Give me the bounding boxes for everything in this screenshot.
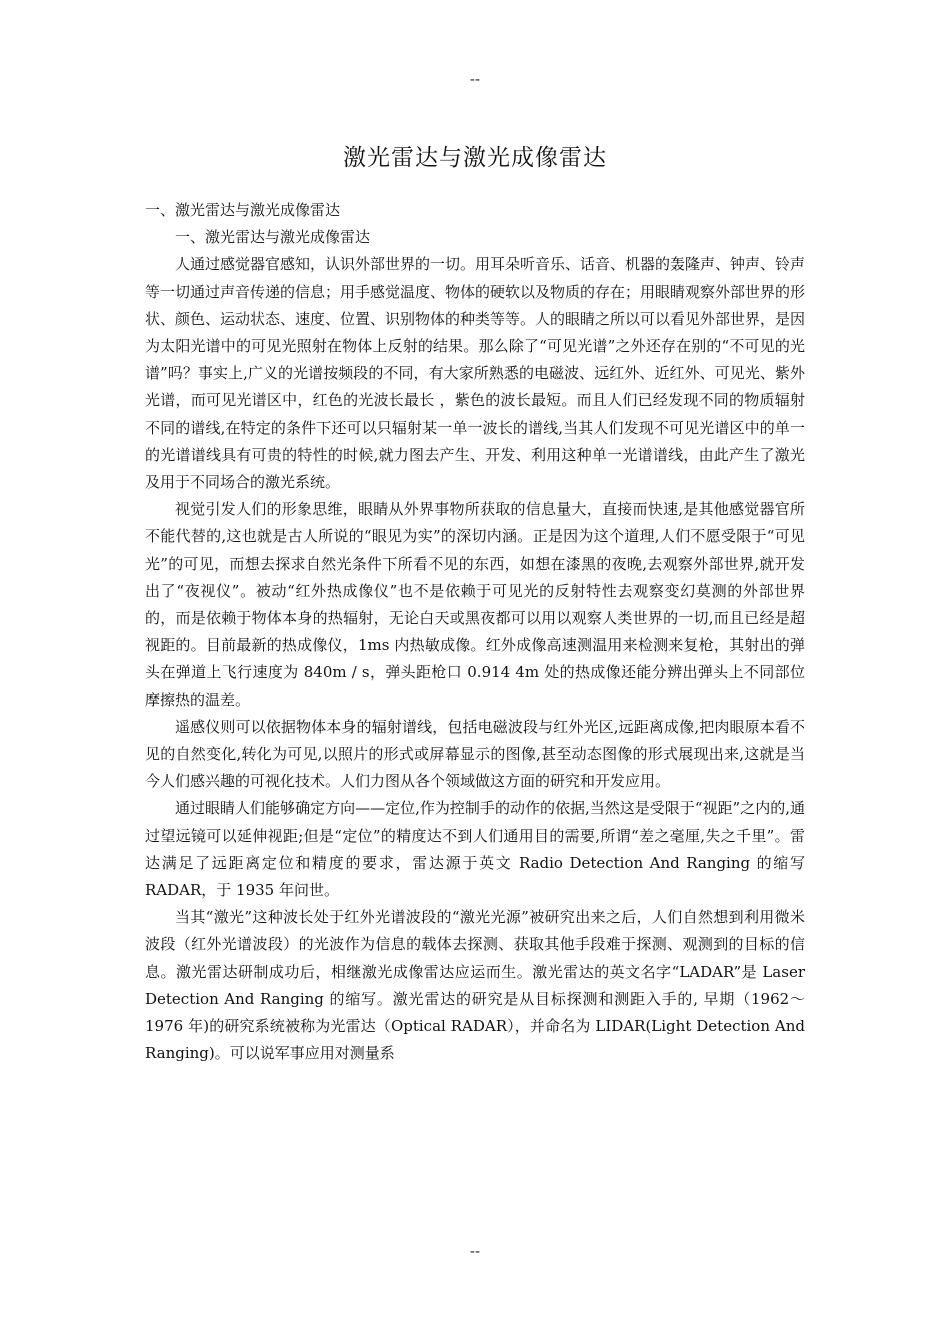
- paragraph-5: 当其“激光”这种波长处于红外光谱波段的“激光光源”被研究出来之后，人们自然想到利用微米波段（红外光谱波段）的光波作为信息的载体去探测、获取其他手段难于探测、观测到的目标的信息。激光雷达研制成功后，相继激光成像雷达应运而生。激光雷达的英文名字“LADAR”是 Laser Detection And Ranging 的缩写。激光雷达的研究是从目标探测和测距入手的, 早期（1962～1976 年)的研究系统被称为光雷达（Optical RADAR），并命名为 LIDAR(Light Detection And Ranging)。可以说军事应用对测量系: [145, 908, 805, 1063]
- paragraph-1: 人通过感觉器官感知，认识外部世界的一切。用耳朵听音乐、话音、机器的轰隆声、钟声、铃声等一切通过声音传递的信息；用手感觉温度、物体的硬软以及物质的存在；用眼睛观察外部世界的形状、颜色、运动状态、速度、位置、识别物体的种类等等。人的眼睛之所以可以看见外部世界，是因为太阳光谱中的可见光照射在物体上反射的结果。那么除了“可见光谱”之外还存在别的“不可见的光谱”吗？事实上,广义的光谱按频段的不同，有大家所熟悉的电磁波、远红外、近红外、可见光、紫外光谱，而可见光谱区中，红色的光波长最长 ，紫色的波长最短。而且人们已经发现不同的物质辐射不同的谱线,在特定的条件下还可以只辐射某一单一波长的谱线,当其人们发现不可见光谱区中的单一的光谱谱线具有可贵的特性的时候,就力图去产生、开发、利用这种单一光谱谱线，由此产生了激光及用于不同场合的激光系统。: [145, 255, 806, 492]
- paragraph-4: 通过眼睛人们能够确定方向——定位,作为控制手的动作的依据,当然这是受限于“视距”之内的,通过望远镜可以延伸视距;但是“定位”的精度达不到人们通用目的需要,所谓“差之毫厘,失之千里”。雷达满足了远距离定位和精度的要求，雷达源于英文 Radio Detection And Ranging 的缩写 RADAR，于 1935 年问世。: [145, 799, 805, 900]
- page-marker-bottom: --: [469, 1242, 481, 1260]
- section-heading-1: 一、激光雷达与激光成像雷达: [145, 201, 341, 219]
- page-marker-top: --: [469, 70, 481, 88]
- paragraph-2: 视觉引发人们的形象思维，眼睛从外界事物所获取的信息量大，直接而快速,是其他感觉器官所不能代替的,这也就是古人所说的“眼见为实”的深切内涵。正是因为这个道理,人们不愿受限于“可见光”的可见，而想去探求自然光条件下所看不见的东西，如想在漆黑的夜晚,去观察外部世界,就开发出了“夜视仪”。被动“红外热成像仪”也不是依赖于可见光的反射特性去观察变幻莫测的外部世界的，而是依赖于物体本身的热辐射，无论白天或黑夜都可以用以观察人类世界的一切,而且已经是超视距的。目前最新的热成像仪，1ms 内热敏成像。红外成像高速测温用来检测来复枪，其射出的弹头在弹道上飞行速度为 840m / s，弹头距枪口 0.914 4m 处的热成像还能分辨出弹头上不同部位摩擦热的温差。: [145, 500, 805, 709]
- document-body: [145, 197, 805, 1068]
- paragraph-3: 遥感仪则可以依据物体本身的辐射谱线，包括电磁波段与红外光区,远距离成像,把肉眼原本看不见的自然变化,转化为可见,以照片的形式或屏幕显示的图像,甚至动态图像的形式展现出来,这就是当今人们感兴趣的可视化技术。人们力图从各个领域做这方面的研究和开发应用。: [145, 717, 805, 791]
- section-heading-2: 一、激光雷达与激光成像雷达: [175, 228, 371, 247]
- document-title: 激光雷达与激光成像雷达: [343, 145, 607, 171]
